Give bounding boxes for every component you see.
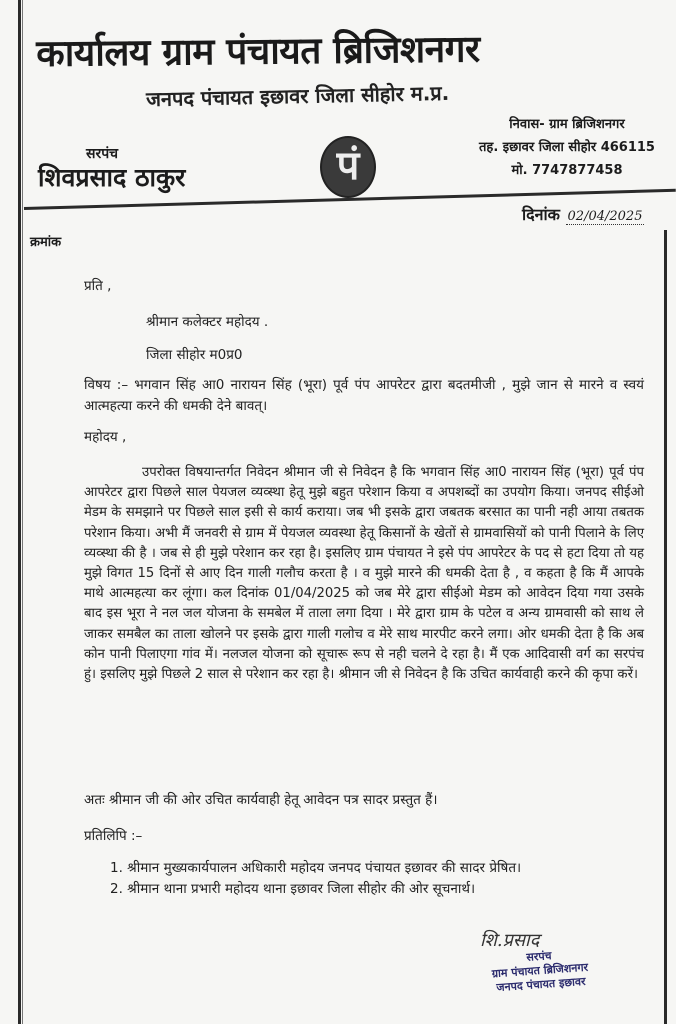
letterhead-title: कार्यालय ग्राम पंचायत ब्रिजिशनगर: [36, 27, 480, 75]
stamp-line: ग्राम पंचायत ब्रिजिशनगर: [491, 960, 589, 981]
kramank-label: क्रमांक: [30, 235, 62, 250]
phone-line: मो. 7747877458: [511, 163, 623, 178]
copy-item: 2. श्रीमान थाना प्रभारी महोदय थाना इछावर जिला सीहोर की ओर सूचनार्थ।: [110, 880, 476, 897]
letterhead-subtitle: जनपद पंचायत इछावर जिला सीहोर म.प्र.: [145, 80, 450, 112]
address-line: तह. इछावर जिला सीहोर 466115: [479, 140, 655, 155]
copy-list: [110, 858, 650, 899]
panchayat-logo-icon: पं: [320, 136, 376, 198]
recipient-district: जिला सीहोर म0प्र0: [146, 347, 243, 363]
pratilipi-label: प्रतिलिपि :–: [84, 828, 143, 844]
stamp-line: जनपद पंचायत इछावर: [495, 974, 586, 995]
sarpanch-label: सरपंच: [86, 146, 119, 162]
copy-item: 1. श्रीमान मुख्यकार्यपालन अधिकारी महोदय जनपद पंचायत इछावर की सादर प्रेषित।: [110, 860, 522, 876]
sarpanch-name: शिवप्रसाद ठाकुर: [38, 163, 186, 192]
sarpanch-stamp: [464, 945, 617, 997]
letter-body: उपरोक्त विषयान्तर्गत निवेदन श्रीमान जी से निवेदन है कि भगवान सिंह आ0 नारायन सिंह (भूरा) पूर्व पंप आपरेटर द्वारा पिछले साल पेयजल व्यव्स्था हेतू मुझे बहुत परेशान किया व अपशब्दों का उपयोग किया। जनपद सीईओ मेडम के समझाने पर पिछले साल इसी से कार्य कराया। जब भी इसके द्वारा जबतक बरसात का पानी नही आया तबतक परेशान किया। अभी मैं जनवरी से ग्राम में पेयजल व्यवस्था हेतू किसानों के खेतों से ग्रामवासियों को पानी पिलाने के लिए व्यव्स्था की है । जब से ही मुझे परेशान कर रहा है। इसलिए ग्राम पंचायत ने इसे पंप आपरेटर के पद से हटा दिया तो यह मुझे विगत 15 दिनों से आए दिन गाली गलौच करता है । व मुझे मारने की धमकी देता है , व कहता है कि मैं आपके माथे आत्महत्या कर लूंगा। कल दिनांक 01/04/2025 को जब मेरे द्वारा सीईओ मेडम को आवेदन दिया गया उसके बाद इस भूरा ने नल जल योजना के समबेल में ताला लगा दिया । मेरे द्वारा ग्राम के पटेल व अन्य ग्रामवासी को साथ ले जाकर समबैल का ताला खोलने पर इसके द्वारा गाली गलोच व मेरे साथ मारपीट करने लगा। ओर धमकी देता है कि अब कोन पानी पिलाएगा गांव में। नलजल योजना को सूचारू रूप से नही चलने दे रहा है। मैं एक आदिवासी वर्ग का सरपंच हुं। इसलिए मुझे पिछले 2 साल से परेशान कर रहा है। श्रीमान जी से निवेदन है कि उचित कार्यवाही करने की कृपा करें।: [84, 465, 644, 683]
address-block: [462, 113, 672, 182]
recipient-line: श्रीमान कलेक्टर महोदय .: [146, 314, 269, 330]
closing-line: अतः श्रीमान जी की ओर उचित कार्यवाही हेतू आवेदन पत्र सादर प्रस्तुत हैं।: [84, 792, 438, 808]
left-border-line-inner: [22, 0, 23, 1024]
salutation: महोदय ,: [84, 429, 127, 445]
handwritten-signature: शि.प्रसाद: [480, 930, 540, 951]
prati-label: प्रति ,: [84, 278, 112, 294]
date-field: [522, 203, 644, 225]
stamp-line: सरपंच: [525, 949, 552, 964]
right-border-line: [664, 230, 667, 1024]
subject-line: विषय :– भगवान सिंह आ0 नारायन सिंह (भूरा) पूर्व पंप आपरेटर द्वारा बदतमीजी , मुझे जान से मारने व स्वयं आत्महत्या करने की धमकी देने बावत्।: [84, 377, 644, 414]
date-value: 02/04/2025: [567, 209, 643, 224]
address-line: निवास- ग्राम ब्रिजिशनगर: [509, 117, 625, 132]
left-border-line: [18, 0, 21, 1024]
date-label: दिनांक: [522, 205, 560, 224]
